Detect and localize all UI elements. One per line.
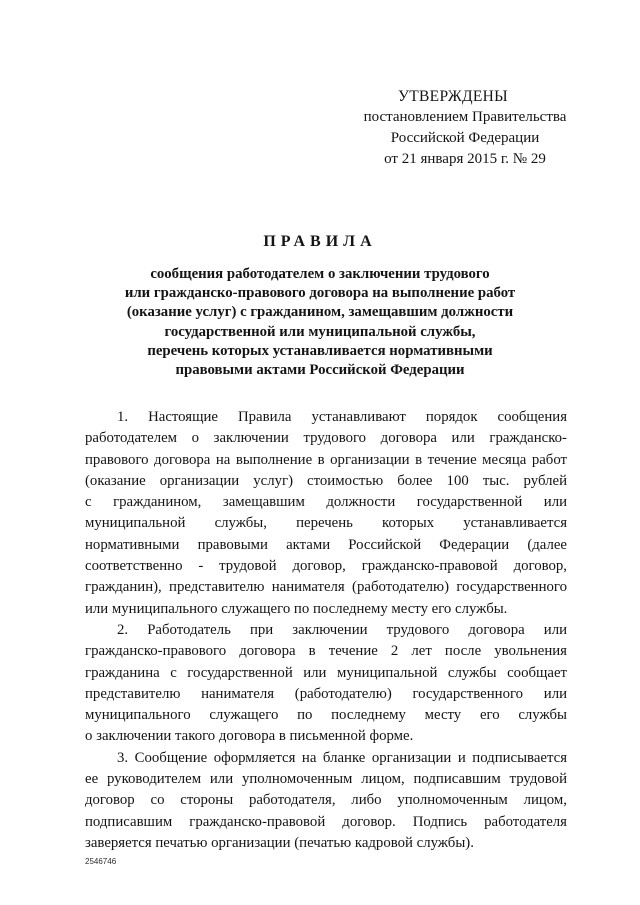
subtitle-line: правовыми актами Российской Федерации — [175, 362, 465, 379]
paragraph-line: гражданско-правового договора в течение 2 лет после увольнения — [85, 643, 567, 660]
paragraph-line: представителю нанимателя (работодателю) государственного или — [85, 685, 567, 702]
paragraph-line: с гражданином, замещавшим должности государственной или — [85, 494, 567, 511]
approval-line: от 21 января 2015 г. № 29 — [384, 151, 546, 167]
document-body — [85, 407, 567, 854]
subtitle-line: или гражданско-правового договора на выполнение работ — [124, 285, 516, 302]
paragraph-line: работодателем о заключении трудового договора или гражданско- — [85, 430, 567, 447]
paragraph-line: нормативными правовыми актами Российской Федерации (далее — [85, 536, 567, 553]
subtitle-line: (оказание услуг) с гражданином, замещавшим должности — [126, 304, 514, 321]
paragraph-line: 2. Работодатель при заключении трудового договора или — [117, 621, 567, 638]
paragraph-line: (оказание организации услуг) стоимостью более 100 тыс. рублей — [85, 472, 567, 489]
paragraph-line: о заключении такого договора в письменной форме. — [85, 728, 414, 745]
paragraph-1 — [85, 407, 567, 620]
paragraph-line: подписавшим гражданско-правовой договор. Подпись работодателя — [85, 813, 567, 830]
paragraph-2 — [85, 620, 567, 748]
paragraph-line: или муниципального служащего по последнему месту его службы. — [85, 600, 508, 617]
subtitle-line: перечень которых устанавливается нормативными — [147, 342, 493, 359]
paragraph-line: правового договора на выполнение в организации в течение месяца работ — [85, 451, 567, 468]
paragraph-line: муниципальной службы, перечень которых устанавливается — [85, 515, 567, 532]
approval-line: Российской Федерации — [390, 130, 540, 146]
document-title: ПРАВИЛА — [263, 233, 377, 250]
paragraph-3 — [85, 748, 567, 854]
paragraph-line: гражданина с государственной или муниципальной службы сообщает — [85, 664, 567, 681]
paragraph-line: 1. Настоящие Правила устанавливают порядок сообщения — [117, 409, 567, 425]
subtitle-line: государственной или муниципальной службы, — [164, 323, 476, 340]
approval-block — [340, 86, 590, 170]
paragraph-line: муниципального служащего по последнему месту его службы — [85, 707, 567, 724]
paragraph-line: ее руководителем или уполномоченным лицом, подписавшим трудовой — [85, 771, 567, 788]
paragraph-line: гражданин), представителю нанимателя (работодателю) государственного — [85, 579, 567, 596]
paragraph-line: соответственно - трудовой договор, гражданско-правовой договор, — [85, 558, 567, 575]
paragraph-line: договор со стороны работодателя, либо уполномоченным лицом, — [85, 792, 567, 809]
subtitle-line: сообщения работодателем о заключении трудового — [150, 266, 490, 282]
paragraph-line: заверяется печатью организации (печатью кадровой службы). — [85, 834, 474, 851]
document-subtitle — [100, 265, 540, 380]
approval-heading: УТВЕРЖДЕНЫ — [398, 88, 508, 105]
approval-line: постановлением Правительства — [363, 109, 567, 125]
paragraph-line: 3. Сообщение оформляется на бланке организации и подписывается — [117, 749, 567, 766]
document-code: 2546746 — [85, 857, 117, 866]
